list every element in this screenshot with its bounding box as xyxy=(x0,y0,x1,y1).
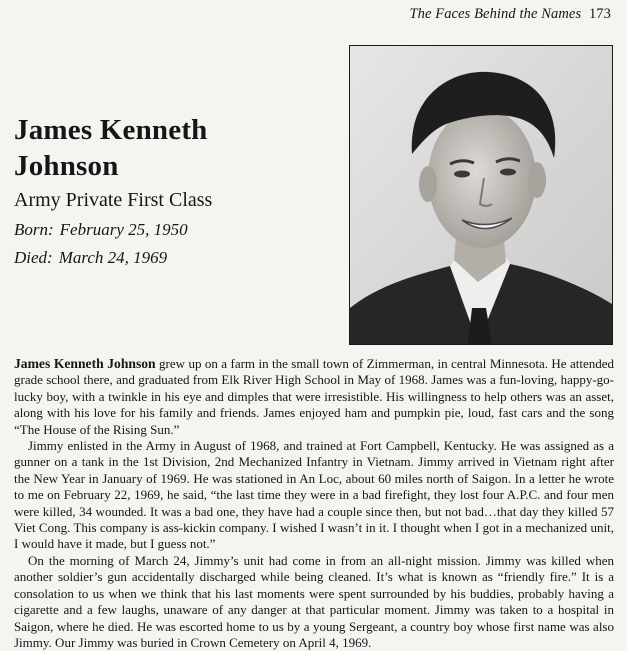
bio-paragraph-1-text: grew up on a farm in the small town of Zimmerman, in central Minnesota. He attended grade school there, and graduated from Elk River High School in May of 1968. James was a fun-loving, happy-go-lucky boy, with a twinkle in his eye and dimples that were irresistible. His willingness to help others was an asset, along with his love for his family and friends. James enjoyed ham and pumpkin pie, loud, fast cars and the song “The House of the Rising Sun.” xyxy=(14,356,615,437)
page-number: 173 xyxy=(588,6,611,22)
book-title: The Faces Behind the Names xyxy=(409,6,582,22)
bio-paragraph-2: Jimmy enlisted in the Army in August of 1968, and trained at Fort Campbell, Kentucky. He was assigned as a gunner on a tank in the 1st Division, 2nd Mechanized Infantry in Vietnam. Jimmy arrived in Vietnam right after the New Year in January of 1969. He was stationed in An Loc, about 60 miles north of Saigon. In a letter he wrote to me on February 22, 1969, he said, “the last time they were in a bad firefight, they lost four A.P.C. and four men were killed, 34 wounded. It was a bad one, they have had a couple since then, but not bad…that day they killed 57 Viet Cong. This company is ass-kickin company. I wished I wasn’t in it. I thought when I got in a mechanized unit, I would have it made, but I guess not.” xyxy=(14,438,614,552)
died-label: Died: xyxy=(14,248,53,267)
died-date: March 24, 1969 xyxy=(58,248,168,267)
bio-lead-name: James Kenneth Johnson xyxy=(14,356,156,371)
born-label: Born: xyxy=(14,220,54,239)
died-line xyxy=(14,248,334,268)
running-head xyxy=(409,6,611,23)
subject-name-line-1: James Kenneth xyxy=(14,114,208,146)
subject-rank: Army Private First Class xyxy=(14,189,213,211)
subject-header xyxy=(14,112,334,268)
portrait-illustration xyxy=(350,46,612,344)
biography xyxy=(14,356,614,651)
subject-name-line-2: Johnson xyxy=(14,150,119,182)
bio-paragraph-3: On the morning of March 24, Jimmy’s unit had come in from an all-night mission. Jimmy was killed when another soldier’s gun accidentally discharged while being cleaned. It’s what is known as “friendly fire.” It is a consolation to us when we think that his last moments were spent surrounded by his buddies, probably having a cigarette and a few laughs, unaware of any danger at that particular moment. Jimmy was taken to a hospital in Saigon, where he died. He was escorted home to us by a young Sergeant, a country boy whose first name was also Jimmy. Our Jimmy was buried in Crown Cemetery on April 4, 1969. xyxy=(14,552,614,650)
bio-paragraph-1 xyxy=(14,356,614,438)
born-line xyxy=(14,220,334,240)
born-date: February 25, 1950 xyxy=(59,220,188,239)
portrait-photo xyxy=(349,45,613,345)
